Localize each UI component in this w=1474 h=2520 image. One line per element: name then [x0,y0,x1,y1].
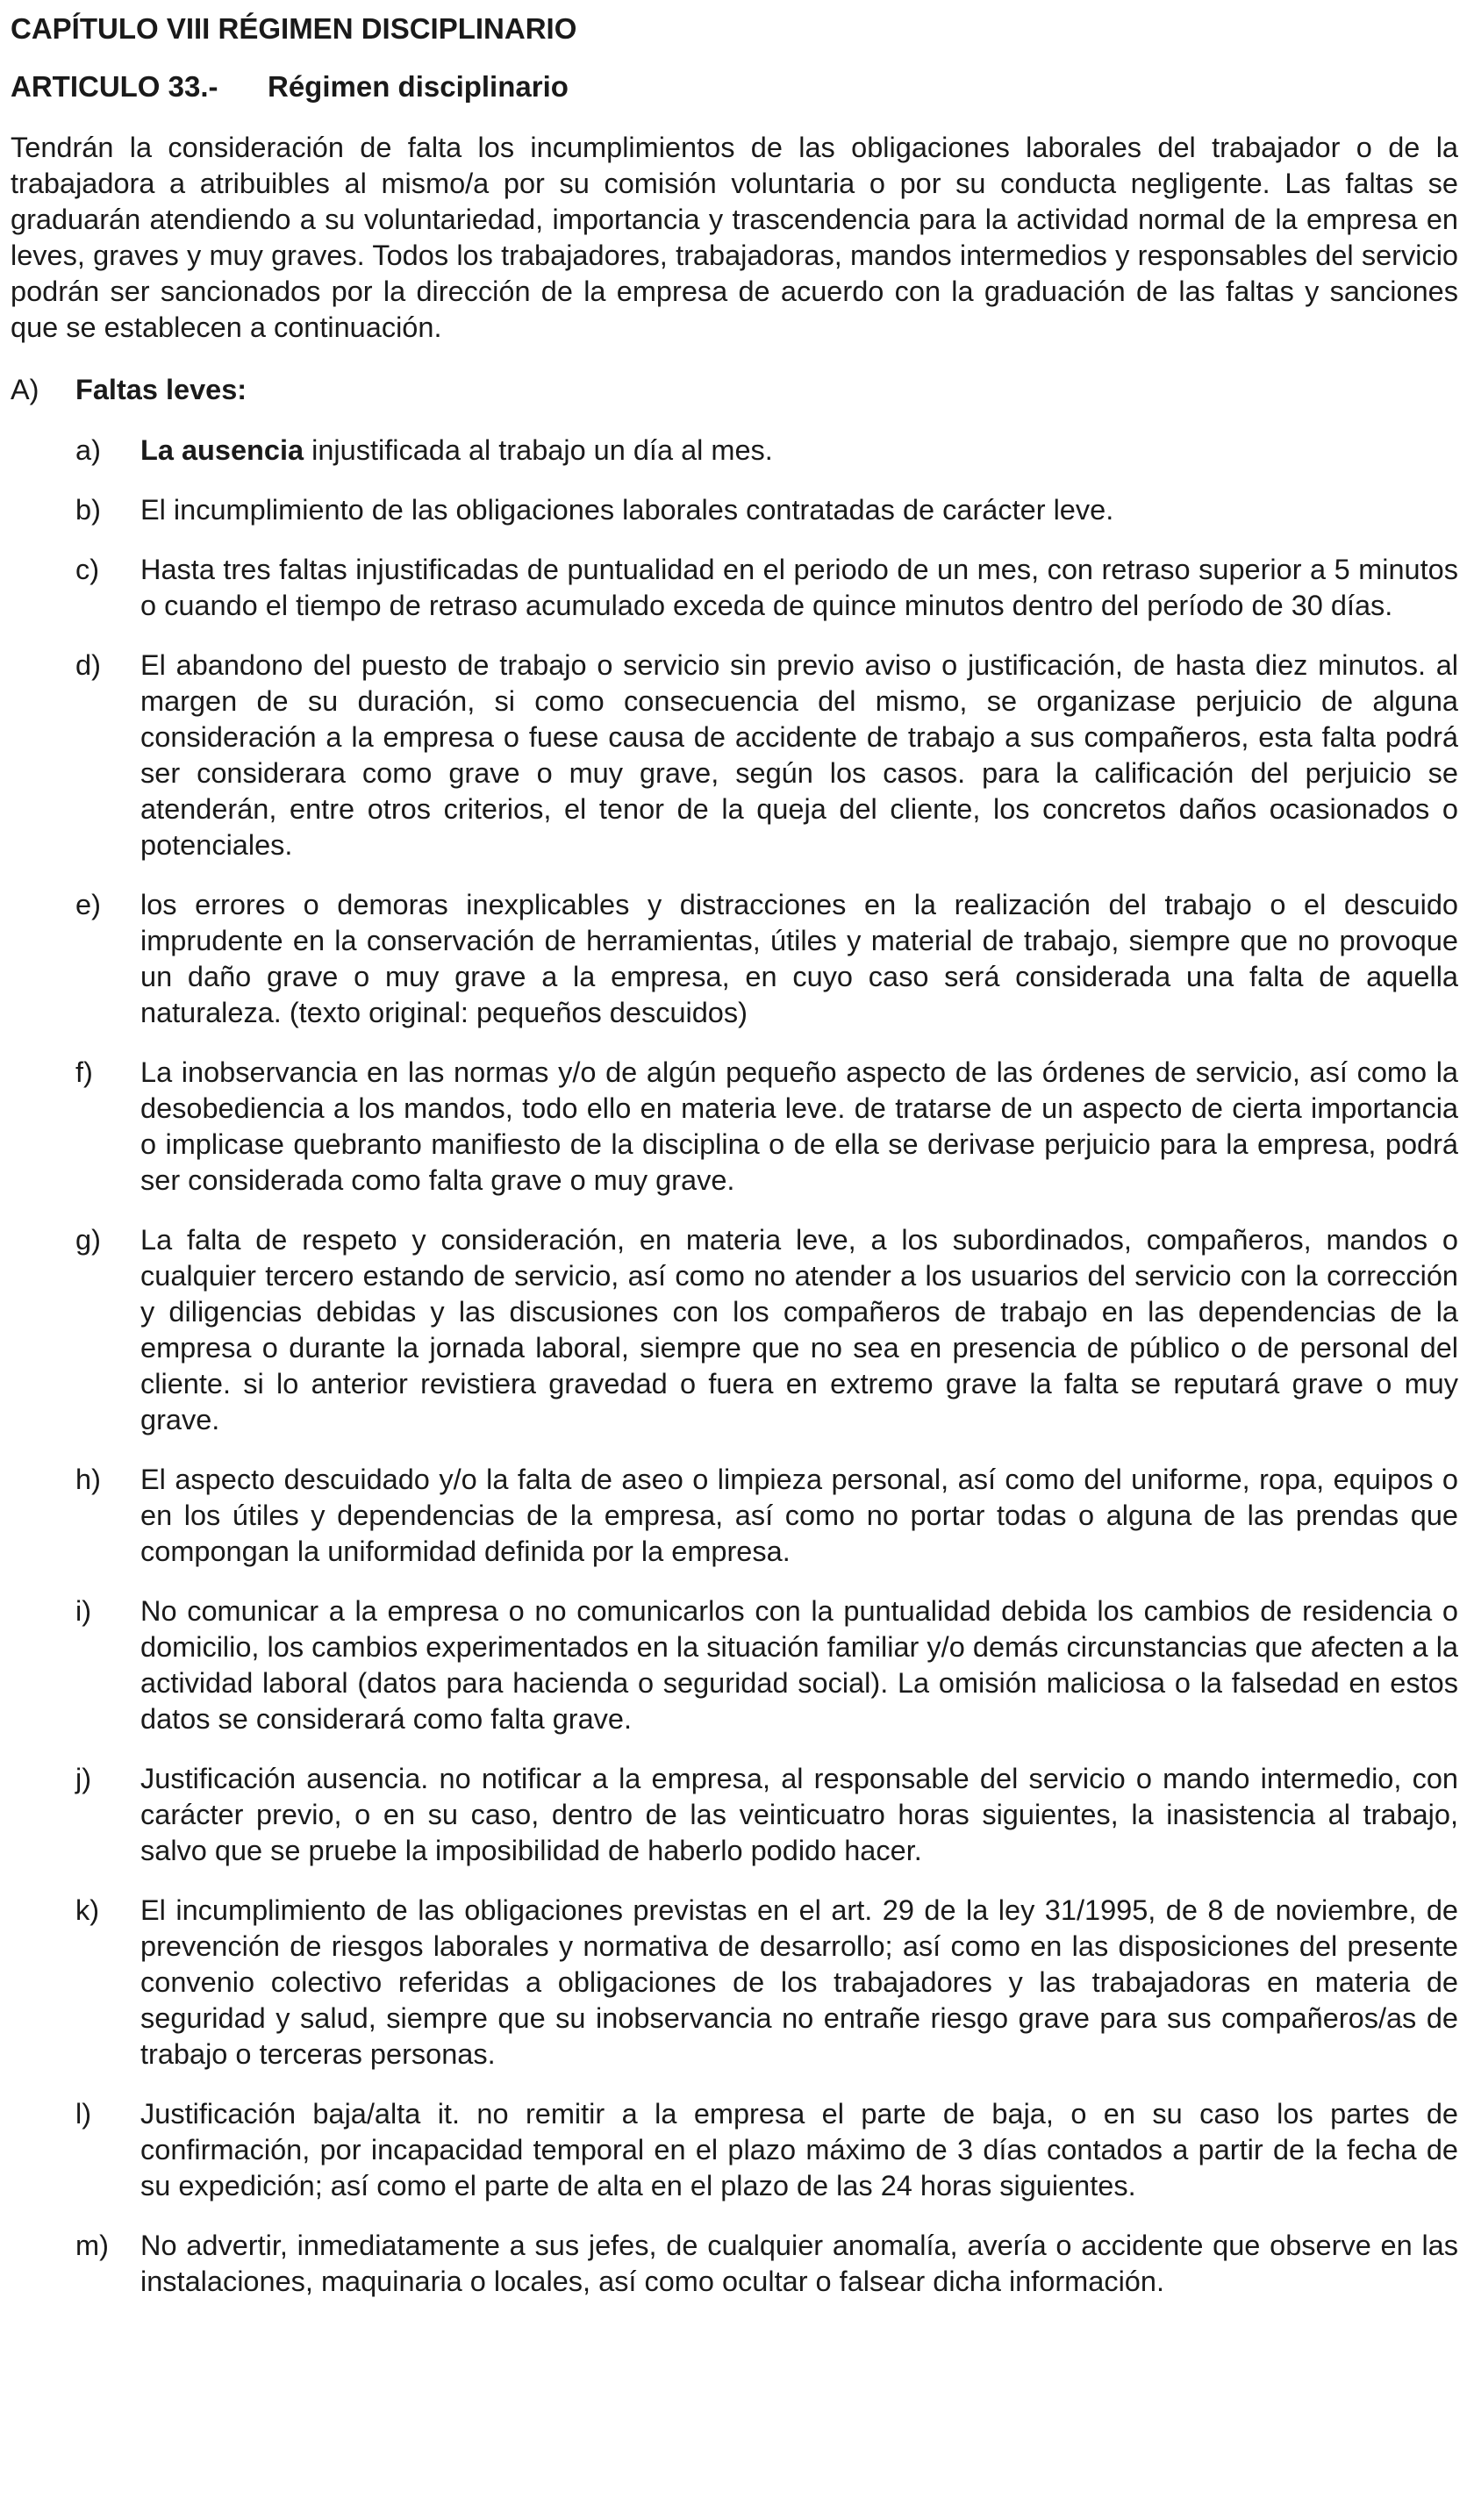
item-text [140,1055,1458,1199]
item-text [140,2228,1458,2300]
item-body: El abandono del puesto de trabajo o servicio sin previo aviso o justificación, de hasta diez minutos. al margen de su duración, si como consecuencia del mismo, se organizase perjuicio de alguna consideración a la empresa o fuese causa de accidente de trabajo a sus compañeros, esta falta podrá ser considerara como grave o muy grave, según los casos. para la calificación del perjuicio se atenderán, entre otros criterios, el tenor de la queja del cliente, los concretos daños ocasionados o potenciales. [140,649,1458,861]
item-body: los errores o demoras inexplicables y distracciones en la realización del trabajo o el descuido imprudente en la conservación de herramientas, útiles y material de trabajo, siempre que no provoque un daño grave o muy grave a la empresa, en cuyo caso será considerada una falta de aquella naturaleza. (texto original: pequeños descuidos) [140,889,1458,1028]
list-item [11,433,1458,469]
chapter-title: CAPÍTULO VIII RÉGIMEN DISCIPLINARIO [11,12,577,45]
item-text [140,1462,1458,1570]
item-letter: i) [75,1595,92,1627]
list-item [11,2096,1458,2204]
intro-paragraph: Tendrán la consideración de falta los incumplimientos de las obligaciones laborales del trabajador o de la trabajadora a atribuibles al mismo/a por su comisión voluntaria o por su conducta negligente. Las faltas se graduarán atendiendo a su voluntariedad, importancia y trascendencia para la actividad normal de la empresa en leves, graves y muy graves. Todos los trabajadores, trabajadoras, mandos intermedios y responsables del servicio podrán ser sancionados por la dirección de la empresa de acuerdo con la graduación de las faltas y sanciones que se establecen a continuación. [11,132,1458,343]
section-title: Faltas leves: [75,374,247,405]
item-body: No comunicar a la empresa o no comunicarlos con la puntualidad debida los cambios de residencia o domicilio, los cambios experimentados en la situación familiar y/o demás circunstancias que afecten a la actividad laboral (datos para hacienda o seguridad social). La omisión maliciosa o la falsedad en estos datos se considerará como falta grave. [140,1595,1458,1735]
item-text [140,2096,1458,2204]
item-letter: f) [75,1056,93,1088]
item-text [140,492,1458,528]
item-lead: La ausencia [140,434,304,466]
item-body: El incumplimiento de las obligaciones previstas en el art. 29 de la ley 31/1995, de 8 de noviembre, de prevención de riesgos laborales y normativa de desarrollo; así como en las disposiciones del presente convenio colectivo referidas a obligaciones de los trabajadores y las trabajadoras en materia de seguridad y salud, siempre que su inobservancia no entrañe riesgo grave para sus compañeros/as de trabajo o terceras personas. [140,1894,1458,2070]
item-body: El aspecto descuidado y/o la falta de aseo o limpieza personal, así como del uniforme, ropa, equipos o en los útiles y dependencias de la empresa, así como no portar todas o alguna de las prendas que compongan la uniformidad definida por la empresa. [140,1464,1458,1567]
item-text [140,1593,1458,1737]
list-item [11,1893,1458,2073]
item-letter: c) [75,554,100,585]
article-number: ARTICULO 33.- [11,70,218,103]
item-body: No advertir, inmediatamente a sus jefes, de cualquier anomalía, avería o accidente que observe en las instalaciones, maquinaria o locales, así como ocultar o falsear dicha información. [140,2230,1458,2297]
list-item [11,492,1458,528]
item-text [140,1761,1458,1869]
item-text [140,887,1458,1031]
article-heading [11,68,1458,105]
list-item [11,648,1458,863]
item-body: La inobservancia en las normas y/o de algún pequeño aspecto de las órdenes de servicio, así como la desobediencia a los mandos, todo ello en materia leve. de tratarse de un aspecto de cierta importancia o implicase quebranto manifiesto de la disciplina o de ella se derivase perjuicio para la empresa, podrá ser considerada como falta grave o muy grave. [140,1056,1458,1196]
item-body: Justificación ausencia. no notificar a la empresa, al responsable del servicio o mando intermedio, con carácter previo, o en su caso, dentro de las veinticuatro horas siguientes, la inasistencia al trabajo, salvo que se pruebe la imposibilidad de haberlo podido hacer. [140,1763,1458,1866]
list-item [11,2228,1458,2300]
item-letter: j) [75,1763,92,1794]
item-body: Justificación baja/alta it. no remitir a la empresa el parte de baja, o en su caso los partes de confirmación, por incapacidad temporal en el plazo máximo de 3 días contados a partir de la fecha de su expedición; así como el parte de alta en el plazo de las 24 horas siguientes. [140,2098,1458,2201]
item-body: Hasta tres faltas injustificadas de puntualidad en el periodo de un mes, con retraso superior a 5 minutos o cuando el tiempo de retraso acumulado exceda de quince minutos dentro del período de 30 días. [140,554,1458,621]
item-text [140,648,1458,863]
item-letter: g) [75,1224,101,1256]
item-text [140,552,1458,624]
item-letter: l) [75,2098,92,2130]
item-letter: e) [75,889,101,920]
item-text [140,433,1458,469]
list-item [11,552,1458,624]
list-item [11,1055,1458,1199]
list-item [11,1593,1458,1737]
section-heading [11,372,1458,408]
item-body: injustificada al trabajo un día al mes. [304,434,773,466]
item-body: La falta de respeto y consideración, en materia leve, a los subordinados, compañeros, mandos o cualquier tercero estando de servicio, así como no atender a los usuarios del servicio con la corrección y diligencias debidas y las discusiones con los compañeros de trabajo en las dependencias de la empresa o durante la jornada laboral, siempre que no sea en presencia de público o de personal del cliente. si lo anterior revistiera gravedad o fuera en extremo grave la falta se reputará grave o muy grave. [140,1224,1458,1435]
items-list [11,433,1458,2300]
section-letter: A) [11,374,39,405]
list-item [11,887,1458,1031]
item-letter: k) [75,1894,100,1926]
item-body: El incumplimiento de las obligaciones laborales contratadas de carácter leve. [140,494,1114,526]
list-item [11,1462,1458,1570]
item-letter: a) [75,434,101,466]
item-text [140,1893,1458,2073]
item-text [140,1222,1458,1438]
list-item [11,1761,1458,1869]
item-letter: h) [75,1464,101,1495]
article-title: Régimen disciplinario [268,70,569,103]
item-letter: m) [75,2230,109,2261]
item-letter: b) [75,494,101,526]
item-letter: d) [75,649,101,681]
list-item [11,1222,1458,1438]
